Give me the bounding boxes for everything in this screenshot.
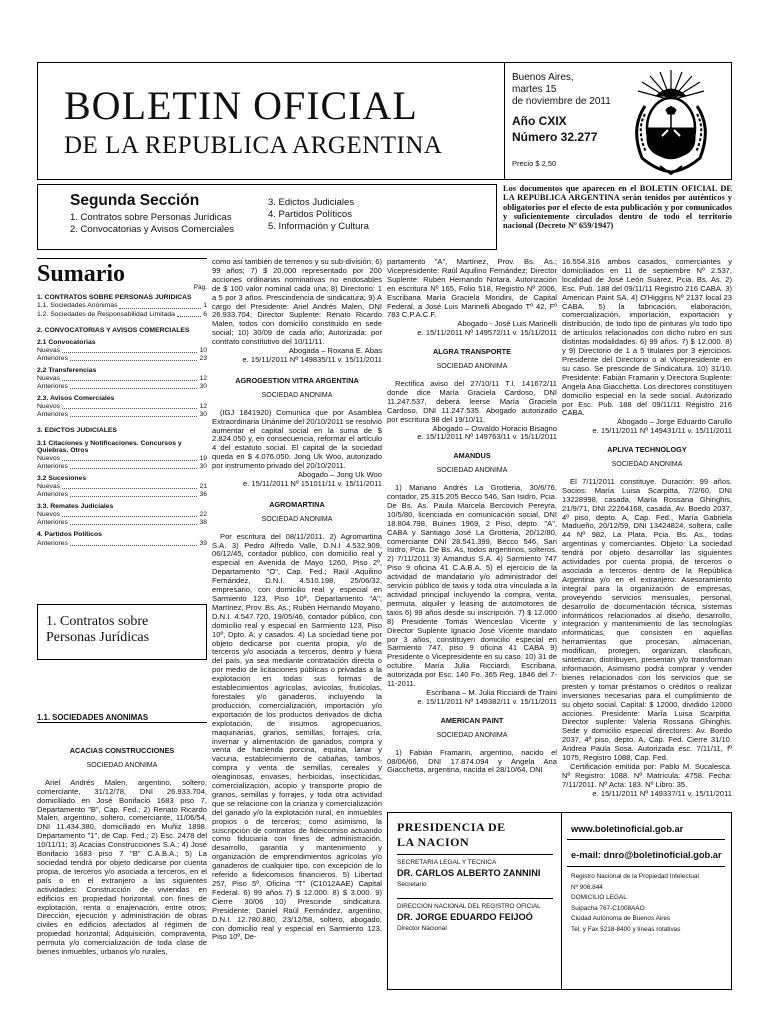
sumario-entry[interactable] bbox=[37, 463, 207, 471]
entity-type: SOCIEDAD ANONIMA bbox=[436, 363, 508, 371]
entity-text: (IGJ 1841920) Comunica que por Asamblea Extraordinaria Unánime del 20/10/2011 se resolvió aumentar el capital social en la suma de $ 2.824.050 y, en consecuencia, reformar el artículo 4 del estatuto social. El capital de la sociedad queda en $ 4.076.050. Jong Uk Woo, autorizado por instrumento privado del 20/10/2011. bbox=[212, 407, 382, 471]
entity-text: partamento "A", Martínez, Prov. Bs. As.; Vicepresidente: Raúl Aquilino Fernández; Director Suplente: Rubén Hernando Notara. Autorización en escritura Nº 165, Folio 518, Registro Nº 2006, Escribana María Graciela Mondini, de Capital Federal, a José Luis Marinelli Abogado Tº 42, Fº 783 C.P.A.C.F. bbox=[387, 258, 557, 320]
leader-dots bbox=[70, 383, 197, 389]
registry-label: Registro Nacional de la Propiedad Intelectual bbox=[571, 873, 699, 880]
sumario-section-1: 1. CONTRATOS SOBRE PERSONAS JURIDICAS bbox=[37, 294, 192, 301]
divider bbox=[567, 866, 725, 867]
sumario-entry[interactable] bbox=[37, 355, 207, 363]
sumario-group-title: 3.3. Remates Judiciales bbox=[37, 503, 114, 511]
sumario-entry-page: 30 bbox=[199, 411, 207, 419]
publication-line: e. 15/11/2011 Nº 149763/11 v. 15/11/2011 bbox=[417, 432, 557, 442]
sumario-s4-list bbox=[37, 540, 207, 548]
entity-title: AMANDUS bbox=[453, 451, 491, 461]
signature: Escribana – M. Julia Ricciardi de Traini bbox=[426, 687, 557, 697]
sumario-section-3: 3. EDICTOS JUDICIALES bbox=[37, 427, 117, 435]
sumario-entry-label: 1.1. Sociedades Anónimas bbox=[37, 302, 118, 310]
divider bbox=[37, 258, 207, 259]
pag-label: Pág. bbox=[193, 284, 207, 291]
section-item: 5. Información y Cultura bbox=[268, 221, 369, 232]
footer-info bbox=[571, 872, 699, 936]
entity-title: AMERICAN PAINT bbox=[440, 715, 504, 725]
column-3 bbox=[387, 258, 557, 808]
sumario-entry-page: 21 bbox=[199, 482, 207, 490]
publication-line: e. 15/11/2011 Nº 149835/11 v. 15/11/2011 bbox=[242, 354, 382, 364]
sumario-entry-label: Anteriores bbox=[37, 491, 68, 499]
entity-text: como así también de terrenos y su sub-división; 6) 99 años; 7) $ 20.000 representado por 200 acciones ordinarias nominativas no endosables de $ 100 valor nominal cada una; 8) Directorio: 1 a 5 por 3 años. Prescindencia de sindicatura; 9) A cargo del Presidente: Ariel Andrés Malen, DNI 26.933.704; Director Suplente: Renato Ricardo Malen, todos con domicilio constituido en sede social; 10) 30/09 de cada año; Autorizada: por contrato constitutivo del 10/11/11. bbox=[212, 258, 382, 347]
sumario-entry-label: Nuevos bbox=[37, 510, 61, 518]
sumario-entry[interactable] bbox=[37, 311, 207, 319]
issue-year: Año CXIX bbox=[512, 114, 567, 128]
column-1 bbox=[37, 738, 207, 990]
sumario-entry-page: 39 bbox=[199, 539, 207, 547]
divider bbox=[37, 722, 207, 723]
sumario-entry-label: Anteriores bbox=[37, 411, 68, 419]
sumario-entry-label: Nuevos bbox=[37, 454, 61, 462]
section-left-list bbox=[70, 212, 234, 236]
publication-line: e. 15/11/2011 Nº 149431/11 v. 15/11/2011 bbox=[592, 426, 732, 436]
section-item: 4. Partidos Políticos bbox=[268, 209, 352, 220]
sumario-entry-page: 12 bbox=[199, 402, 207, 410]
signature: Abogado – Jorge Eduardo Carullo bbox=[617, 417, 732, 427]
sumario-entry-page: 30 bbox=[199, 463, 207, 471]
secretary-block bbox=[397, 859, 557, 888]
entity-text: 16.554.316 ambos casados, comerciantes y domiciliados en 11 de septiembre Nº 2.537, localidad de José León Suárez, Pcia. Bs. As. 2) Esc. Pub. 188 del 09/11/11 Registro 216 CABA. 3) American Paint SA. 4) O'Higgins Nº 2137 local 23 CABA. 5) la fabricación, elaboración, comercialización, importación, exportación y distribución, de todo tipo de pinturas y/o todo tipo de artículos relacionados con dicho rubro en sus distintas modalidades. 6) 99 años. 7) $ 12.000. 8) y 9) Directorio de 1 a 5 titulares por 3 ejercicios. Presidente del Directorio o al Vicepresidente en su caso. Se prescinde de Sindicatura. 10) 31/10. Presidente: Fabián Framarin y Directora Suplente: Angela Ana Giacchetta. Los directores constituyen domicilio especial en la sede social. Autorizado por Esc. Pub. 188 del 09/11/11 Registro 216 CABA. bbox=[562, 258, 732, 418]
entity-text: El 7/11/2011 constituye. Duración: 99 años. Socios: María Luisa Scarpitta, 7/2/60, DNI 13228998, casada, María Rossana Ghinghis, 21/9/71, DNI 22264168, casada, Av. Boedo 2037, 4º piso, depto. A, Cap. Fed., María Gabriela Madueño, 20/12/59, DNI 13424824, soltera, calle 44 Nº 982, La Plata, Pcia. Bs. As., todas argentinas y comerciantes. Objeto: La sociedad tendrá por objeto desarrollar las siguientes actividades por cuenta propia, de terceros o asociada a terceros dentro de la República Argentina y/o en el extranjero: Asesoramiento integral para la organización de empresas, proveyendo servicios mensuales, personal, desarrollo de documentación técnica, sistemas informáticos relacionados al diseño, desarrollo, integración y mantenimiento de las tecnologías informáticas, que consisten en aquellas herramientas que procesan, almacenan, modifican, protegen, organizan, clasifican, sintetizan, distribuyen, presentan y/o transforman información, Asimismo podrá comprar y vender bienes relacionados con los servicios que se presten y tomar préstamos o créditos o realizar inversiones necesarias para el cumplimiento de su objeto social. Capital: $ 12000, dividido 12000 acciones. Presidente: María Luisa Scarpitta. Director suplente: Valeria Rossana Ghinghis. Sede y domicilio especial directores: Av. Boedo 2037, 4º piso, depto. A, Cap. Fed. Cierre 31/10. Andrea Paula Sosa. Autorizada esc. 7/11/11, fº 1075, Registro 1088, Cap. Fed. bbox=[562, 476, 732, 763]
sumario-entry[interactable] bbox=[37, 302, 207, 310]
presidency-line: PRESIDENCIA DE bbox=[397, 820, 506, 834]
publication-line: e. 15/11/2011 Nº 151011/11 v. 15/11/2011 bbox=[242, 478, 382, 488]
entity-text: Rectifica aviso del 27/10/11 T.I. 141672/11 donde dice María Graciela Cardoso, DNI 11.247.537, deberá leerse María Graciela Cardoso, DNI 11.247.535. Abogado autorizado por escritura 98 del 19/10/11. bbox=[387, 378, 557, 424]
leader-dots bbox=[177, 311, 201, 317]
entity-type: SOCIEDAD ANONIMA bbox=[611, 461, 683, 469]
section-item: 1. Contratos sobre Personas Jurídicas bbox=[70, 212, 232, 223]
sumario-entry[interactable] bbox=[37, 411, 207, 419]
sumario-entry[interactable] bbox=[37, 511, 207, 519]
publication-line: e. 15/11/2011 Nº 149572/11 v. 15/11/2011 bbox=[417, 328, 557, 338]
leader-dots bbox=[70, 540, 197, 546]
sumario-entry-page: 38 bbox=[199, 519, 207, 527]
sumario-entry-label: Nuevas bbox=[37, 346, 61, 354]
date-month-year: de noviembre de 2011 bbox=[512, 96, 611, 107]
sumario-group-title: 2.1 Convocatorias bbox=[37, 339, 96, 347]
entity-text: 1) Fabián Framarin, argentino, nacido el 08/06/66, DNI 17.874.094 y Angela Ana Giacchetta, argentina, nacida el 28/10/64, DNI bbox=[387, 747, 557, 775]
signature: Abogado – Jong Uk Woo bbox=[297, 470, 382, 480]
sumario-entry[interactable] bbox=[37, 491, 207, 499]
publication-line: e. 15/11/2011 Nº 149337/11 v. 15/11/2011 bbox=[592, 788, 732, 798]
column-4 bbox=[562, 258, 732, 808]
leader-dots bbox=[70, 411, 197, 417]
sumario-entry-page: 36 bbox=[199, 491, 207, 499]
sumario-entry[interactable] bbox=[37, 403, 207, 411]
signature: Abogado - José Luis Marinelli bbox=[457, 319, 557, 329]
secretariat-label: SECRETARIA LEGAL Y TECNICA bbox=[397, 859, 497, 866]
entity-title: ACACIAS CONSTRUCCIONES bbox=[69, 746, 175, 755]
entity-title: AGROGESTION VITRA ARGENTINA bbox=[235, 375, 359, 385]
divider bbox=[397, 898, 553, 899]
sumario-entry-label: Anteriores bbox=[37, 519, 68, 527]
sumario-entry[interactable] bbox=[37, 455, 207, 463]
sumario-group-title: 2.3. Avisos Comerciales bbox=[37, 395, 115, 403]
sumario-entry-label: Anteriores bbox=[37, 539, 68, 547]
entity-type: SOCIEDAD ANONIMA bbox=[436, 467, 508, 475]
leader-dots bbox=[119, 302, 201, 308]
section-title-line: Personas Jurídicas bbox=[46, 630, 150, 645]
entity-type: SOCIEDAD ANONIMA bbox=[436, 731, 508, 739]
sumario-group-title: 3.2 Sucesiones bbox=[37, 475, 87, 483]
sumario-entry-label: Nuevas bbox=[37, 482, 61, 490]
entity-title: AGROMARTINA bbox=[269, 499, 325, 509]
sumario-entry-label: 1.2. Sociedades de Responsabilidad Limitada bbox=[37, 310, 175, 318]
sumario-title: Sumario bbox=[37, 261, 126, 287]
entity-title: APLIVA TECHNOLOGY bbox=[607, 445, 687, 455]
sumario-entry-page: 6 bbox=[203, 310, 207, 318]
newspaper-subtitle: DE LA REPUBLICA ARGENTINA bbox=[64, 132, 443, 159]
sumario-entry-page: 23 bbox=[199, 355, 207, 363]
sumario-entry[interactable] bbox=[37, 519, 207, 527]
leader-dots bbox=[70, 491, 197, 497]
domicile-label: DOMICILIO LEGAL bbox=[571, 894, 627, 902]
section-item: 3. Edictos Judiciales bbox=[268, 197, 355, 208]
leader-dots bbox=[62, 403, 197, 409]
column-2 bbox=[212, 258, 382, 992]
entity-type: SOCIEDAD ANONIMA bbox=[261, 515, 333, 523]
newspaper-title: BOLETIN OFICIAL bbox=[64, 83, 418, 128]
date-city: Buenos Aires, bbox=[512, 72, 574, 83]
leader-dots bbox=[62, 455, 197, 461]
sumario-group-title: 2.2 Transferencias bbox=[37, 367, 97, 375]
sumario-entry-page: 1 bbox=[203, 302, 207, 310]
director-block bbox=[397, 903, 557, 932]
issue-number: Número 32.277 bbox=[512, 130, 598, 144]
sumario-entry[interactable] bbox=[37, 375, 207, 383]
address: Suipacha 767-C1008AAO bbox=[571, 904, 645, 912]
sumario-entry-page: 10 bbox=[199, 346, 207, 354]
certification: Certificación emitida por: Pablo M. Sucalesca. Nº Registro: 1088. Nº Matrícula: 4758. Fecha: 7/11/2011. Nº Acta: 183. Nº Libro: 35. bbox=[562, 761, 732, 789]
sumario-entry[interactable] bbox=[37, 540, 207, 548]
sumario-entry-label: Nuevas bbox=[37, 374, 61, 382]
date-block bbox=[512, 72, 611, 108]
sumario-entry[interactable] bbox=[37, 347, 207, 355]
entity-type: SOCIEDAD ANONIMA bbox=[86, 761, 158, 769]
presidency-line: LA NACION bbox=[397, 835, 470, 849]
sumario-entry-label: Anteriores bbox=[37, 355, 68, 363]
section-right-list bbox=[268, 197, 369, 233]
subsection-title: 1.1. SOCIEDADES ANONIMAS bbox=[37, 713, 149, 722]
sumario-entry[interactable] bbox=[37, 383, 207, 391]
coat-of-arms-icon bbox=[612, 66, 730, 178]
entity-type: SOCIEDAD ANONIMA bbox=[261, 391, 333, 399]
secretary-role: Secretario bbox=[397, 881, 427, 888]
sumario-entry-page: 12 bbox=[199, 374, 207, 382]
leader-dots bbox=[70, 519, 197, 525]
sumario-s1-list bbox=[37, 302, 207, 318]
phone: Tel. y Fax 5218-8400 y líneas rotativas bbox=[571, 925, 681, 933]
sumario-section-2: 2. CONVOCATORIAS Y AVISOS COMERCIALES bbox=[37, 326, 190, 334]
director-role: Director Nacional bbox=[397, 925, 447, 932]
issue-price: Precio $ 2,50 bbox=[512, 159, 557, 168]
entity-text: Ariel Andrés Malen, argentino, soltero, comerciante, 31/12/78, DNI 26.933.704, domiciliado en José Bonifacio 1683 piso 7, Departamento "B", Cap. Fed.; 2) Renato Ricardo Malen, argentino, soltero, comerciante, 11/06/54, DNI 11.434.380, domiciliado en Muñiz 1898. Departamento "1", de Cap. Fed.; 2) Esc. 2478 del 10/11/11; 3) Acacias Construcciones S.A.; 4) José Bonifacio 1683 piso 7 "B" C.A.B.A.; 5) La sociedad tendrá por objeto dedicarse por cuenta propia, de terceros y/o asociada a terceros, en el país o en el extranjero a las siguientes actividades: Construcción de viviendas en edificios en propiedad horizontal, con fines de explotación, renta o enajenación, entre otros; Dirección, ejecución y administración de obras civiles en edificios afectados al régimen de propiedad horizontal; Adquisición, compraventa, permuta y/o comercialización de toda clase de bienes inmuebles, urbanos y/o rurales, bbox=[37, 777, 207, 957]
secretary-name: DR. CARLOS ALBERTO ZANNINI bbox=[397, 868, 541, 878]
masthead-divider bbox=[504, 62, 505, 180]
date-day: martes 15 bbox=[512, 84, 557, 95]
legal-notice: Los documentos que aparecen en el BOLETIN OFICIAL DE LA REPUBLICA ARGENTINA serán tenidos por auténticos y obligatorios por el efecto de esta publicación y por comunicados y suficientemente circulados dentro de todo el territorio nacional (Decreto Nº 659/1947) bbox=[503, 184, 732, 231]
divider bbox=[567, 839, 725, 840]
section-item: 2. Convocatorias y Avisos Comerciales bbox=[70, 224, 235, 235]
sumario-s3-list bbox=[37, 440, 207, 528]
sumario-entry[interactable] bbox=[37, 483, 207, 491]
sumario-entry-page: 22 bbox=[199, 510, 207, 518]
sumario-entry-label: Anteriores bbox=[37, 463, 68, 471]
leader-dots bbox=[62, 483, 197, 489]
signature: Abogado – Osvaldo Horacio Bisagno bbox=[432, 423, 557, 433]
entity-text: 1) Mariano Andrés La Grotteria, 30/6/76, contador, 25.315.205 Becco 546, San Isidro, Pcia. De Bs. As. Paula Marcela Bercovich Pereyra, 10/5/80, licenciada en comunicación social, DNI 18.804.798, Buines 1969, 2 Piso, depto. "A", CABA y Santiago José La Grotteria, 20/12/80, comerciante DNI 28.541.399, Becco 546, San Isidro, Pcia. De Bs. As, todos argentinos, solteros. 2) 7/11/2011 3) Amandus S.A. 4) Sarmiento 747 Piso 9 oficina 41 C.A.B.A. 5) el ejercicio de la actividad de mandatario y/o administrador del servicio público de taxis y toda otra vinculada a la actividad principal incluyendo la compra, venta, permuta, alquiler y leasing de automotores de taxis 6) 99 años desde su inscripción. 7) $ 12.000 8) Presidente Tomás Wenceslao Vicente y Director Suplente Ignacio José Vicente mandato por 3 años, constituyen domicilio especial en Sarmiento 747, piso 9 oficina 41 CABA 9) Presidente o Vicepresidente en su caso. 10) 31 de octubre. María Julia Ricciardi, Escribana, autorizada por Esc. 140 Fo. 365 Reg. 1846 del 7-11-2011. bbox=[387, 483, 557, 689]
sumario-entry-label: Anteriores bbox=[37, 383, 68, 391]
address-city: Ciudad Autónoma de Buenos Aires bbox=[571, 915, 671, 923]
director-name: DR. JORGE EDUARDO FEIJOÓ bbox=[397, 912, 533, 922]
sumario-section-4: 4. Partidos Políticos bbox=[37, 531, 102, 539]
section-title bbox=[46, 614, 149, 646]
leader-dots bbox=[70, 355, 197, 361]
section-name: Segunda Sección bbox=[70, 192, 200, 209]
directorate-label: DIRECCION NACIONAL DEL REGISTRO OFICIAL bbox=[397, 903, 541, 910]
leader-dots bbox=[62, 511, 197, 517]
sumario-group-title: 3.1 Citaciones y Notificaciones. Concursos y Quiebras. Otros bbox=[37, 439, 182, 455]
presidency-title bbox=[397, 820, 506, 850]
divider bbox=[397, 854, 553, 855]
signature: Abogada – Roxana E. Abas bbox=[288, 346, 382, 356]
leader-dots bbox=[62, 375, 197, 381]
sumario-entry-page: 30 bbox=[199, 383, 207, 391]
leader-dots bbox=[70, 463, 197, 469]
registry-number: Nº 906.844 bbox=[571, 883, 603, 891]
section-title-line: 1. Contratos sobre bbox=[46, 614, 149, 629]
website-link[interactable]: www.boletinoficial.gob.ar bbox=[571, 824, 684, 834]
leader-dots bbox=[62, 347, 197, 353]
entity-title: ALGRA TRANSPORTE bbox=[433, 347, 511, 357]
entity-text: Por escritura del 08/11/2011. 2) Agromartina S.A. 3) Pedro Alfredo Valle, D.N.I 4.532.909, 06/12/45, contador público, con domicilio real y especial en Avenida de Mayo 1260, Piso 2º, Departamento "O", Cap. Fed.; Raúl Aquilino Fernández, D.N.I. 4.510.198, 25/06/32, empresario, con domicilio real y especial en Sarmiento 123, Piso 10º, Departamento "A"; Martínez, Prov. Bs. As.; Rubén Hernando Moyano, D.N.I. 4.547.720, 19/05/46, contador público, con domicilio real y especial en Sarmiento 123, Piso 10º, Dpto. A; y casados. 4) La sociedad tiene por objeto dedicarse por cuenta propia, y/o de terceros y/o asociada a terceros, dentro y fuera del país, ya sea mediante contratación directa o por medio de licitaciones públicas o privadas a la explotación en todas sus formas de establecimientos agrícolas, avícolas, frutícolas, forestales y/o ganaderos, incluyendo la producción, comercialización, importación y/o exportación de los productos derivados de dicha explotación, de insumos agropecuarios, maquinarias, granos, semillas, forrajes, cría, invernar y alimentación de ganados, compra y venta de hacienda porcina, equina, lanar y vacuna, establecimiento de cabañas, tambos, compra y venta de semillas, cereales y oleaginosas, envases, herbicidas, insecticidas, comercialización, acopio y transporte propio de granos, semillas y forrajes, y toda otra actividad que se relacione con la crianza y comercialización del ganado y/o la explotación rural, en inmuebles propios o de terceros; como asimismo, la suscripción de contratos de fideicomiso actuando como fiduciaria con fines de administración, desarrollo, garantía y mantenimiento y organización de emprendimientos agrícolas y/o ganaderos de cualquier tipo, con excepción de lo referido a fideicomisos financieros. 5) Libertad 257, Piso 5º, Oficina "T" (C1012AAE) Capital Federal. 6) 99 años 7) $ 12.000. 8) $ 3.000. 9) Cierre 30/06 10) Prescinde sindicatura. Presidente: Daniel Raúl Fernández, argentino, D.N.I. 12.780.880, 23/12/58, soltero, abogado, con domicilio real y especial en Sarmiento 123, Piso 10º, De- bbox=[212, 531, 382, 942]
sumario-entry-page: 19 bbox=[199, 454, 207, 462]
footer-divider bbox=[561, 812, 562, 990]
sumario-entry-label: Nuevos bbox=[37, 402, 61, 410]
sumario-s2-list bbox=[37, 339, 207, 419]
sumario-column bbox=[37, 258, 207, 548]
publication-line: e. 15/11/2011 Nº 149382/11 v. 15/11/2011 bbox=[417, 696, 557, 706]
email-link[interactable]: e-mail: dnro@boletinoficial.gob.ar bbox=[571, 850, 722, 860]
